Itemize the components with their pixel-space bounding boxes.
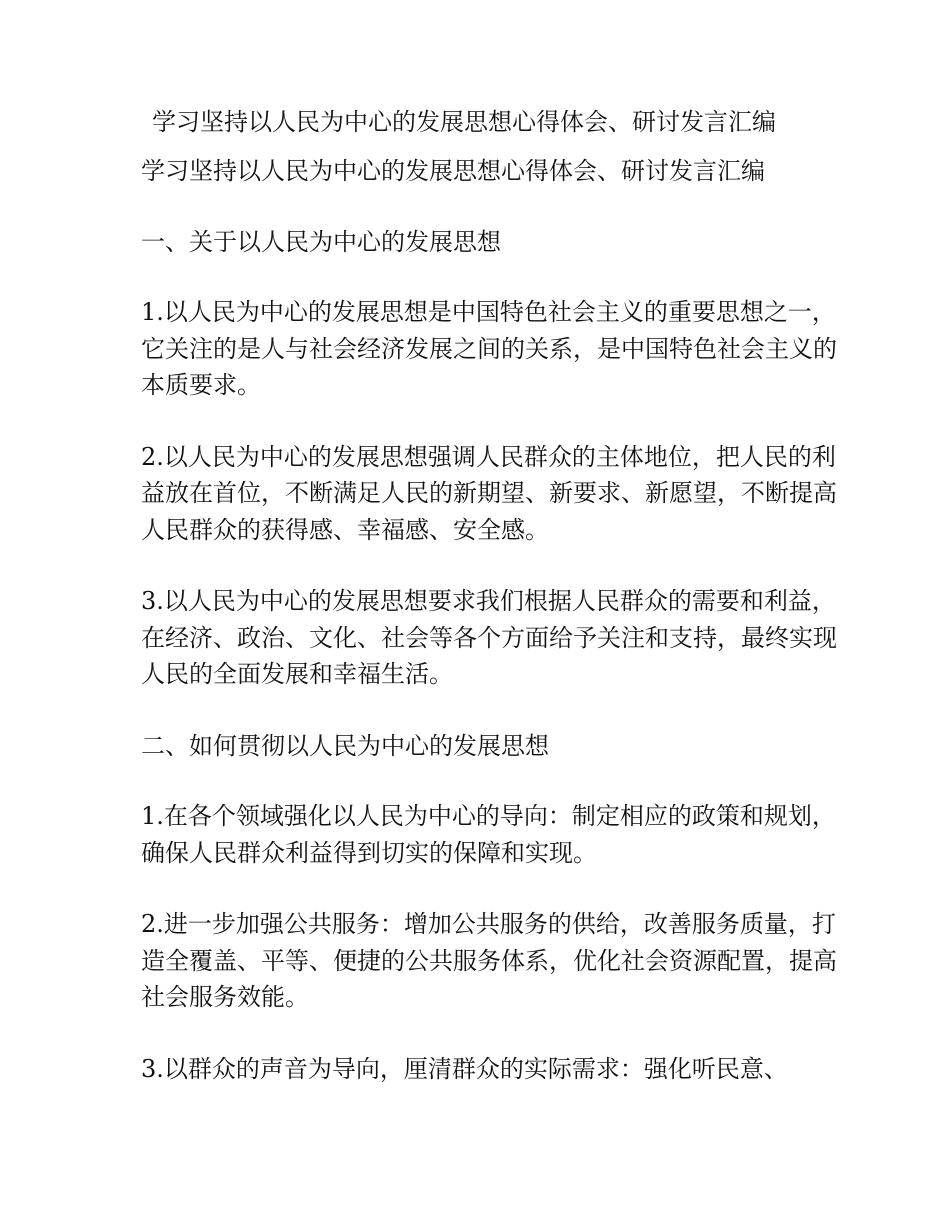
- section-1-paragraph-2: 2.以人民为中心的发展思想强调人民群众的主体地位，把人民的利益放在首位，不断满足人民的新期望、新要求、新愿望，不断提高人民群众的获得感、幸福感、安全感。: [141, 442, 837, 544]
- section-1-paragraph-3: 3.以人民为中心的发展思想要求我们根据人民群众的需要和利益，在经济、政治、文化、社会等各个方面给予关注和支持，最终实现人民的全面发展和幸福生活。: [141, 587, 837, 688]
- section-2-paragraph-3: 3.以群众的声音为导向，厘清群众的实际需求：强化听民意、: [141, 1054, 788, 1083]
- document-body: [141, 153, 841, 1122]
- document-title: 学习坚持以人民为中心的发展思想心得体会、研讨发言汇编: [152, 108, 776, 136]
- section-heading-2: 二、如何贯彻以人民为中心的发展思想: [141, 731, 549, 760]
- document-subtitle: 学习坚持以人民为中心的发展思想心得体会、研讨发言汇编: [141, 157, 765, 185]
- section-1-paragraph-1: 1.以人民为中心的发展思想是中国特色社会主义的重要思想之一，它关注的是人与社会经济发展之间的关系，是中国特色社会主义的本质要求。: [141, 298, 837, 399]
- section-2-paragraph-1: 1.在各个领域强化以人民为中心的导向：制定相应的政策和规划，确保人民群众利益得到切实的保障和实现。: [141, 802, 836, 867]
- section-2-paragraph-2: 2.进一步加强公共服务：增加公共服务的供给，改善服务质量，打造全覆盖、平等、便捷的公共服务体系，优化社会资源配置，提高社会服务效能。: [141, 910, 837, 1011]
- section-heading-1: 一、关于以人民为中心的发展思想: [141, 227, 501, 256]
